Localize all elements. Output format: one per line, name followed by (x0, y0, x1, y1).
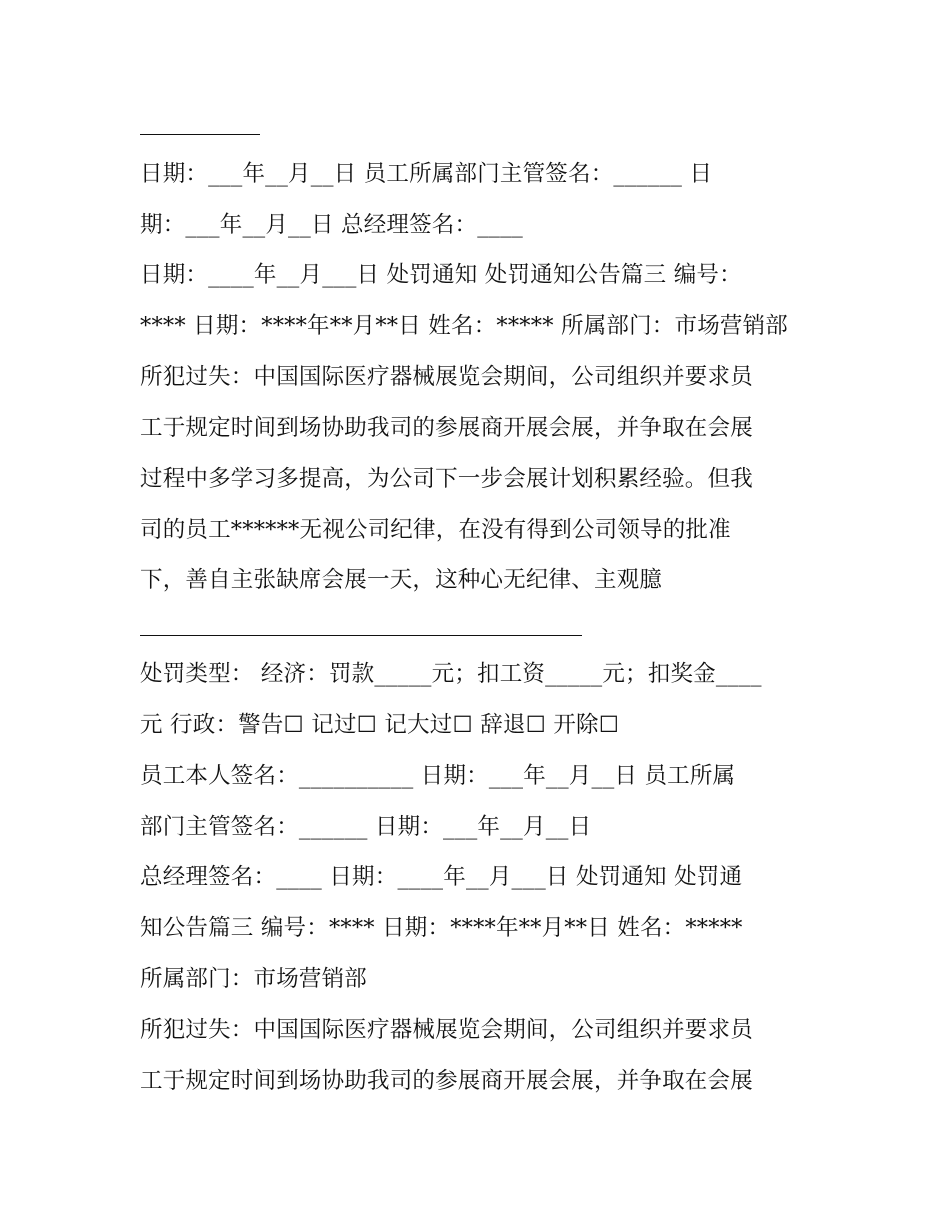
text-line: 司的员工******无视公司纪律，在没有得到公司领导的批准 (140, 517, 731, 543)
text-line: 知公告篇三 编号：**** 日期：****年**月**日 姓名：***** (140, 915, 743, 941)
text-line: 过程中多学习多提高，为公司下一步会展计划积累经验。但我 (140, 466, 753, 492)
manager-signature-line: 总经理签名：____ 日期：____年__月___日 处罚通知 处罚通 (140, 864, 743, 890)
text-line: **** 日期：****年**月**日 姓名：***** 所属部门：市场营销部 (140, 313, 789, 339)
text-separator-line (140, 635, 582, 636)
department-line: 所属部门：市场营销部 (140, 966, 368, 992)
text-line: 下，善自主张缺席会展一天，这种心无纪律、主观臆 (140, 567, 663, 593)
employee-signature-line: 员工本人签名：__________ 日期：___年__月__日 员工所属 (140, 763, 736, 789)
signature-blank-line (140, 134, 260, 135)
penalty-type-line: 处罚类型： 经济：罚款_____元；扣工资_____元；扣奖金____ (140, 661, 762, 687)
text-line: 日期：____年__月___日 处罚通知 处罚通知公告篇三 编号： (140, 262, 742, 288)
administrative-penalty-line: 元 行政：警告☐ 记过☐ 记大过☐ 辞退☐ 开除☐ (140, 712, 620, 738)
text-line: 所犯过失：中国国际医疗器械展览会期间，公司组织并要求员 (140, 364, 753, 390)
text-line: 期：___年__月__日 总经理签名：____ (140, 212, 524, 238)
text-line: 工于规定时间到场协助我司的参展商开展会展，并争取在会展 (140, 1068, 753, 1094)
text-line: 日期：___年__月__日 员工所属部门主管签名：______ 日 (140, 161, 713, 187)
text-line: 所犯过失：中国国际医疗器械展览会期间，公司组织并要求员 (140, 1017, 753, 1043)
supervisor-signature-line: 部门主管签名：______ 日期：___年__月__日 (140, 814, 592, 840)
text-line: 工于规定时间到场协助我司的参展商开展会展，并争取在会展 (140, 415, 753, 441)
